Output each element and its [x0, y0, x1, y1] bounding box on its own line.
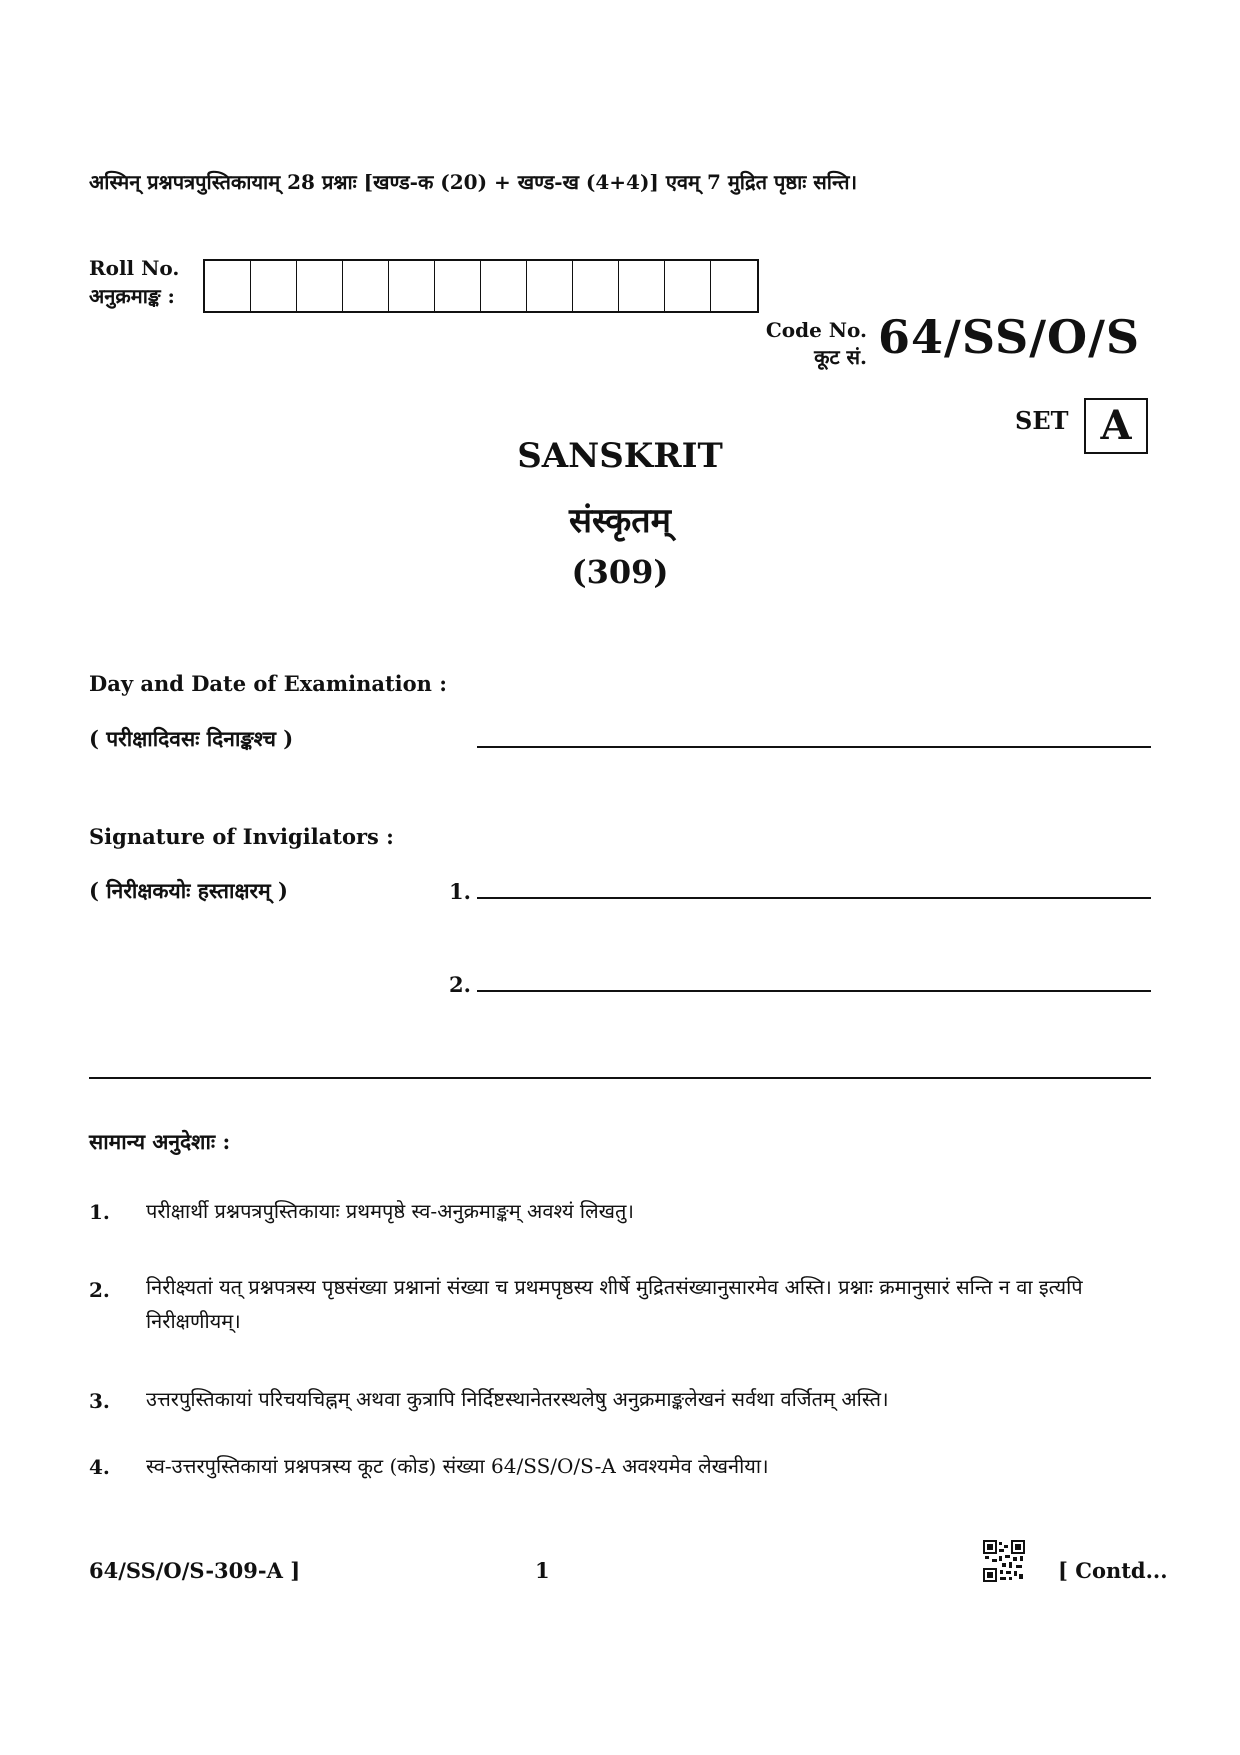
- roll-number-box[interactable]: [297, 261, 343, 311]
- set-value-box: A: [1084, 398, 1148, 454]
- exam-date-label-hi: ( परीक्षादिवसः दिनाङ्कश्च ): [89, 726, 294, 751]
- continued-note: [ Contd...: [1058, 1558, 1168, 1583]
- subject-title-hi: संस्कृतम्: [568, 501, 672, 541]
- signature-1-number: 1.: [449, 879, 471, 904]
- invigilator-signature-label-hi: ( निरीक्षकयोः हस्ताक्षरम् ): [89, 878, 288, 903]
- qr-code-icon: [983, 1540, 1025, 1582]
- roll-number-box[interactable]: [481, 261, 527, 311]
- section-divider: [89, 1077, 1151, 1079]
- roll-number-box[interactable]: [665, 261, 711, 311]
- roll-label-hi: अनुक्रमाङ्क :: [89, 284, 175, 308]
- roll-number-box[interactable]: [573, 261, 619, 311]
- header-note: अस्मिन् प्रश्नपत्रपुस्तिकायाम् 28 प्रश्नाः [खण्ड-क (20) + खण्ड-ख (4+4)] एवम् 7 मुद्रित पृष्ठाः सन्ति।: [89, 170, 858, 194]
- roll-number-label: [89, 254, 179, 310]
- roll-number-box[interactable]: [527, 261, 573, 311]
- exam-date-line[interactable]: [477, 746, 1151, 748]
- instruction-text: उत्तरपुस्तिकायां परिचयचिह्नम् अथवा कुत्रापि निर्दिष्टस्थानेतरस्थलेषु अनुक्रमाङ्कलेखनं सर्वथा वर्जितम् अस्ति।: [146, 1387, 889, 1411]
- footer-paper-code: 64/SS/O/S-309-A ]: [89, 1558, 301, 1583]
- roll-label-en: Roll No.: [89, 256, 180, 280]
- signature-1-line[interactable]: [477, 897, 1151, 899]
- instruction-text: निरीक्ष्यतां यत् प्रश्नपत्रस्य पृष्ठसंख्या प्रश्नानां संख्या च प्रथमपृष्ठस्य शीर्षे मुद्रितसंख्यानुसारमेव अस्ति। प्रश्नाः क्रमानुसारं सन्ति न वा इत्यपि निरीक्षणीयम्।: [146, 1275, 1083, 1333]
- code-value: 64/SS/O/S: [878, 310, 1141, 364]
- instructions-title: सामान्य अनुदेशाः :: [89, 1129, 231, 1154]
- roll-number-box[interactable]: [435, 261, 481, 311]
- signature-2-line[interactable]: [477, 990, 1151, 992]
- exam-date-label-en: Day and Date of Examination :: [89, 671, 447, 696]
- roll-number-box[interactable]: [343, 261, 389, 311]
- roll-number-box[interactable]: [711, 261, 757, 311]
- code-label-hi: कूट सं.: [814, 345, 867, 369]
- signature-2-number: 2.: [449, 972, 471, 997]
- invigilator-signature-label-en: Signature of Invigilators :: [89, 824, 394, 849]
- subject-code: (309): [571, 553, 669, 591]
- roll-number-box[interactable]: [619, 261, 665, 311]
- roll-number-box[interactable]: [205, 261, 251, 311]
- roll-number-box[interactable]: [251, 261, 297, 311]
- instruction-text: स्व-उत्तरपुस्तिकायां प्रश्नपत्रस्य कूट (कोड) संख्या 64/SS/O/S-A अवश्यमेव लेखनीया।: [146, 1454, 769, 1478]
- code-label: [762, 317, 867, 371]
- instruction-text: परीक्षार्थी प्रश्नपत्रपुस्तिकायाः प्रथमपृष्ठे स्व-अनुक्रमाङ्कम् अवश्यं लिखतु।: [146, 1199, 634, 1223]
- instruction-number: 4.: [89, 1455, 110, 1479]
- instruction-number: 1.: [89, 1200, 110, 1224]
- page-number: 1: [535, 1558, 550, 1583]
- roll-number-box[interactable]: [389, 261, 435, 311]
- instruction-number: 2.: [89, 1278, 110, 1302]
- subject-title-en: SANSKRIT: [517, 436, 723, 476]
- set-label: SET: [1015, 406, 1069, 435]
- roll-number-boxes[interactable]: [203, 259, 759, 313]
- code-label-en: Code No.: [765, 318, 867, 342]
- instruction-number: 3.: [89, 1389, 110, 1413]
